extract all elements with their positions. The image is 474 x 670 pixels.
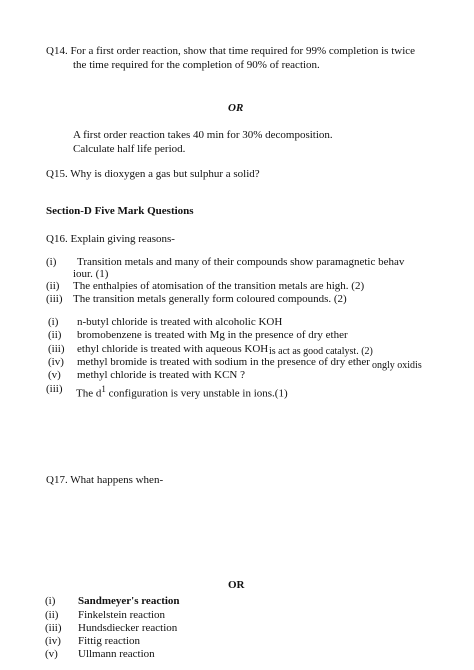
- reaction-text: n-butyl chloride is treated with alcoholic KOH: [77, 316, 283, 328]
- overlapping-oxidis-text: ongly oxidis: [372, 360, 422, 371]
- q17-prompt: Q17. What happens when-: [46, 474, 164, 486]
- item-label: (i): [45, 595, 56, 607]
- reaction-text: methyl chloride is treated with KCN ?: [77, 369, 246, 381]
- reason-text-continuation: iour. (1): [73, 268, 109, 280]
- d1-superscript: 1: [101, 384, 106, 394]
- reason-label: (i): [46, 256, 57, 268]
- q16-prompt: Q16. Explain giving reasons-: [46, 233, 175, 245]
- item-label: (v): [45, 648, 58, 660]
- reason-text: The enthalpies of atomisation of the transition metals are high. (2): [73, 280, 365, 292]
- reaction-label: (ii): [48, 329, 62, 341]
- q14-alt-line-2: Calculate half life period.: [73, 143, 186, 155]
- d1-text-post: configuration is very unstable in ions.(1): [105, 387, 288, 400]
- reaction-label: (iv): [48, 356, 64, 368]
- section-d-heading: Section-D Five Mark Questions: [46, 205, 194, 217]
- reaction-text: ethyl chloride is treated with aqueous KOH: [77, 343, 269, 355]
- item-text: Ullmann reaction: [78, 648, 155, 660]
- q17-or: OR: [228, 579, 245, 591]
- overlapping-catalyst-text: is act as good catalyst. (2): [269, 346, 373, 357]
- reason-label: (iii): [46, 293, 63, 305]
- q14-line-2: the time required for the completion of 90% of reaction.: [73, 59, 320, 71]
- reason-text: The transition metals generally form coloured compounds. (2): [73, 293, 347, 305]
- reaction-label: (v): [48, 369, 61, 381]
- q14-alt-line-1: A first order reaction takes 40 min for 30% decomposition.: [73, 129, 333, 141]
- item-label: (ii): [45, 609, 59, 621]
- reaction-text: methyl bromide is treated with sodium in the presence of dry ether: [77, 356, 370, 368]
- reason-text: Transition metals and many of their compounds show paramagnetic behav: [77, 256, 405, 268]
- reaction-text: bromobenzene is treated with Mg in the presence of dry ether: [77, 329, 348, 341]
- d1-text-pre: The d: [76, 387, 102, 400]
- item-text: Sandmeyer's reaction: [78, 595, 180, 607]
- item-text: Fittig reaction: [78, 635, 141, 647]
- item-text: Hundsdiecker reaction: [78, 622, 178, 634]
- q15-text: Q15. Why is dioxygen a gas but sulphur a solid?: [46, 168, 260, 180]
- q14-line-1: Q14. For a first order reaction, show that time required for 99% completion is twice: [46, 45, 416, 57]
- reaction-label: (iii): [46, 383, 63, 395]
- reason-label: (ii): [46, 280, 60, 292]
- item-text: Finkelstein reaction: [78, 609, 166, 621]
- d1-configuration-text: [76, 383, 288, 401]
- q14-or: OR: [228, 102, 244, 114]
- item-label: (iii): [45, 622, 62, 634]
- item-label: (iv): [45, 635, 61, 647]
- reaction-label: (i): [48, 316, 59, 328]
- reaction-label: (iii): [48, 343, 65, 355]
